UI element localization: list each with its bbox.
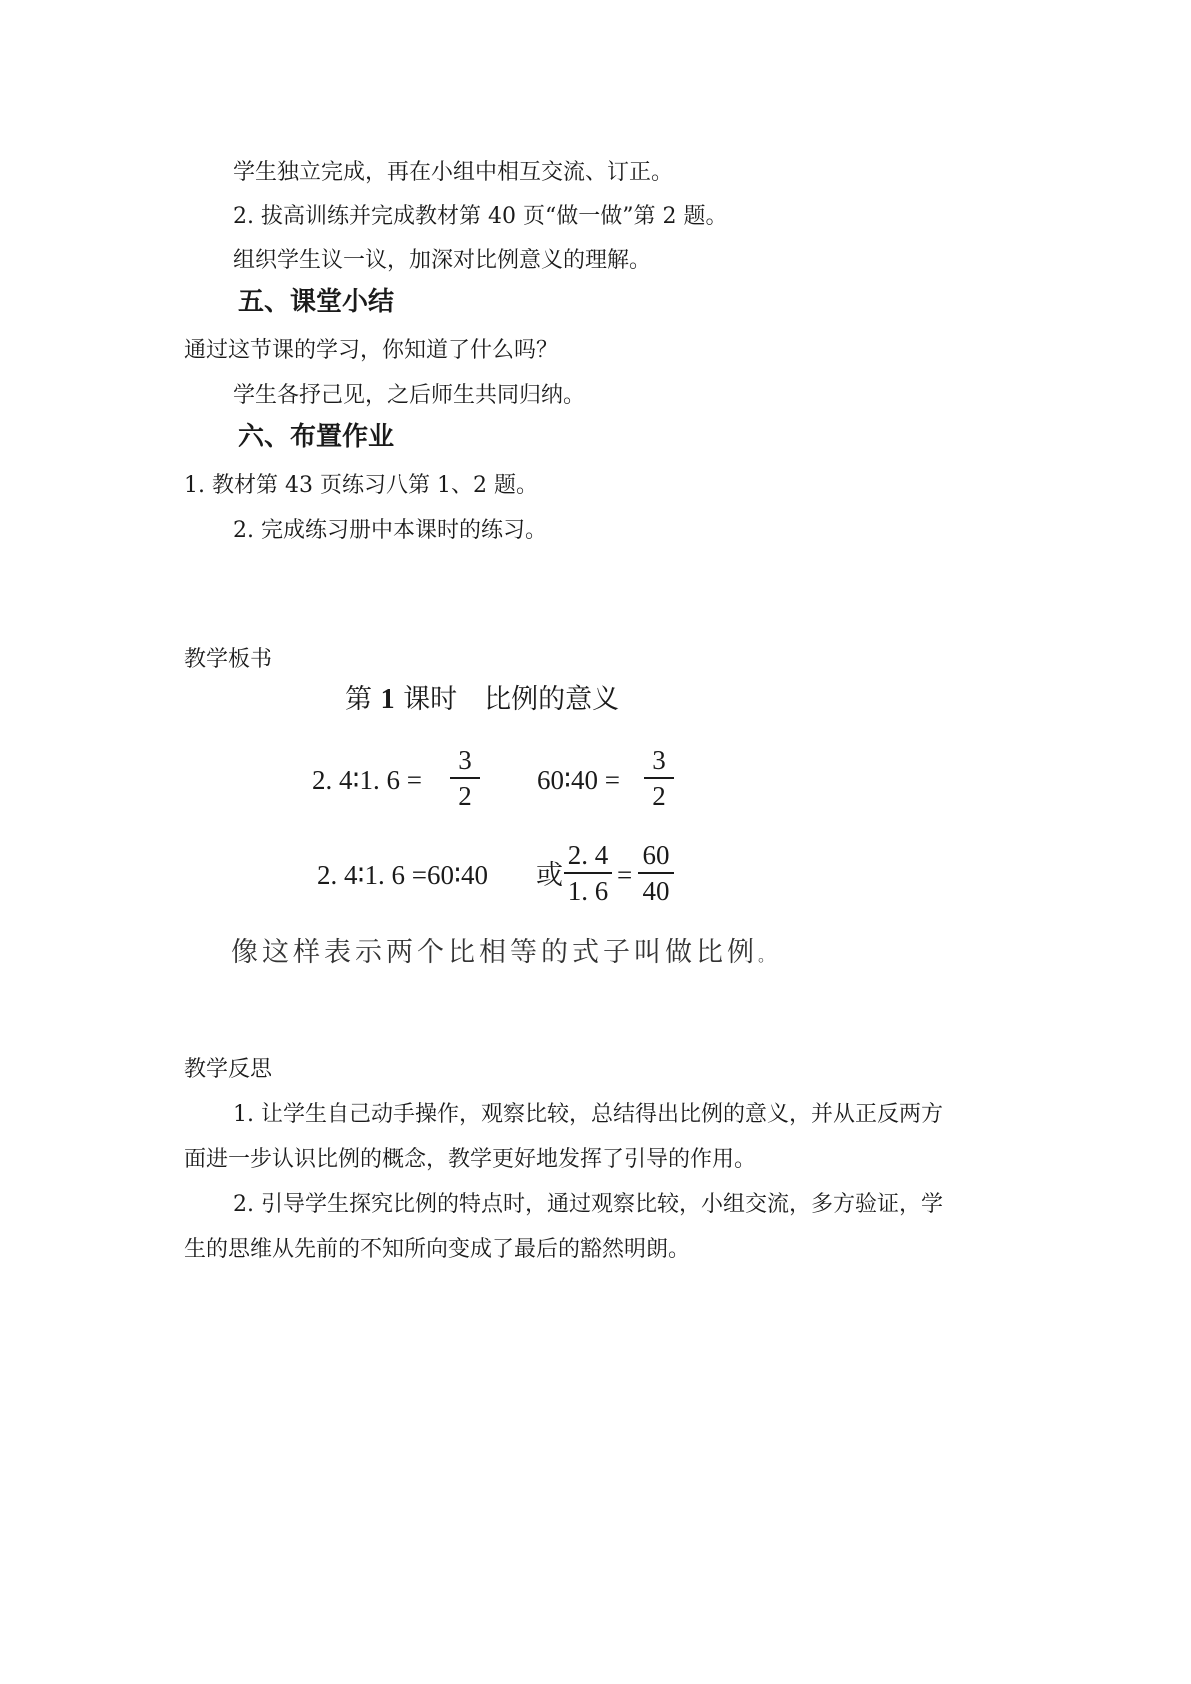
board-label: 教学板书 <box>184 647 273 672</box>
equation-3-left: 2. 4∶1. 6 =60∶40 <box>317 860 489 890</box>
text-line: 通过这节课的学习，你知道了什么吗？ <box>184 338 559 363</box>
definition-period: 。 <box>758 946 779 965</box>
definition-text: 像这样表示两个比相等的式子叫做比例 <box>231 937 758 968</box>
equation-3-equals: = <box>617 860 633 890</box>
fraction-3-over-2-b <box>644 745 674 811</box>
fraction-denominator: 2 <box>652 781 666 811</box>
fraction-denominator: 2 <box>458 781 472 811</box>
board-title-prefix: 第 <box>345 684 372 715</box>
text-line: 学生独立完成，再在小组中相互交流、订正。 <box>233 160 674 185</box>
fraction-bar <box>638 872 674 874</box>
text-line: 2. 拔高训练并完成教材第 40 页“做一做”第 2 题。 <box>233 204 728 229</box>
fraction-numerator: 60 <box>642 840 670 870</box>
fraction-denominator: 40 <box>642 876 670 906</box>
fraction-bar <box>644 777 674 779</box>
fraction-numerator: 3 <box>652 745 666 775</box>
equation-2-left: 60∶40 = <box>537 765 621 795</box>
text-line: 学生各抒己见，之后师生共同归纳。 <box>233 383 586 408</box>
reflection-text: 1. 让学生自己动手操作，观察比较，总结得出比例的意义，并从正反两方 <box>233 1102 943 1127</box>
equation-3-or: 或 <box>536 860 563 890</box>
reflection-text: 面进一步认识比例的概念，教学更好地发挥了引导的作用。 <box>184 1147 757 1172</box>
fraction-bar <box>564 872 612 874</box>
reflection-label: 教学反思 <box>184 1057 273 1082</box>
reflection-text: 2. 引导学生探究比例的特点时，通过观察比较，小组交流，多方验证，学 <box>233 1192 943 1217</box>
board-definition <box>231 935 778 974</box>
section-heading-homework: 六、布置作业 <box>238 422 395 452</box>
fraction-numerator: 2. 4 <box>567 840 609 870</box>
section-heading-summary: 五、课堂小结 <box>238 287 395 317</box>
fraction-60-over-40 <box>638 840 674 906</box>
text-line: 1. 教材第 43 页练习八第 1、2 题。 <box>184 473 538 498</box>
fraction-bar <box>450 777 480 779</box>
fraction-numerator: 3 <box>458 745 472 775</box>
fraction-2-4-over-1-6 <box>564 840 612 906</box>
reflection-text: 生的思维从先前的不知所向变成了最后的豁然明朗。 <box>184 1237 691 1262</box>
text-line: 2. 完成练习册中本课时的练习。 <box>233 518 547 543</box>
text-line: 组织学生议一议，加深对比例意义的理解。 <box>233 248 652 273</box>
board-title-number: 1 <box>380 684 395 715</box>
board-title <box>345 682 619 718</box>
fraction-3-over-2-a <box>450 745 480 811</box>
board-title-rest: 课时 比例的意义 <box>403 684 620 715</box>
equation-1-left: 2. 4∶1. 6 = <box>312 765 423 795</box>
fraction-denominator: 1. 6 <box>567 876 609 906</box>
